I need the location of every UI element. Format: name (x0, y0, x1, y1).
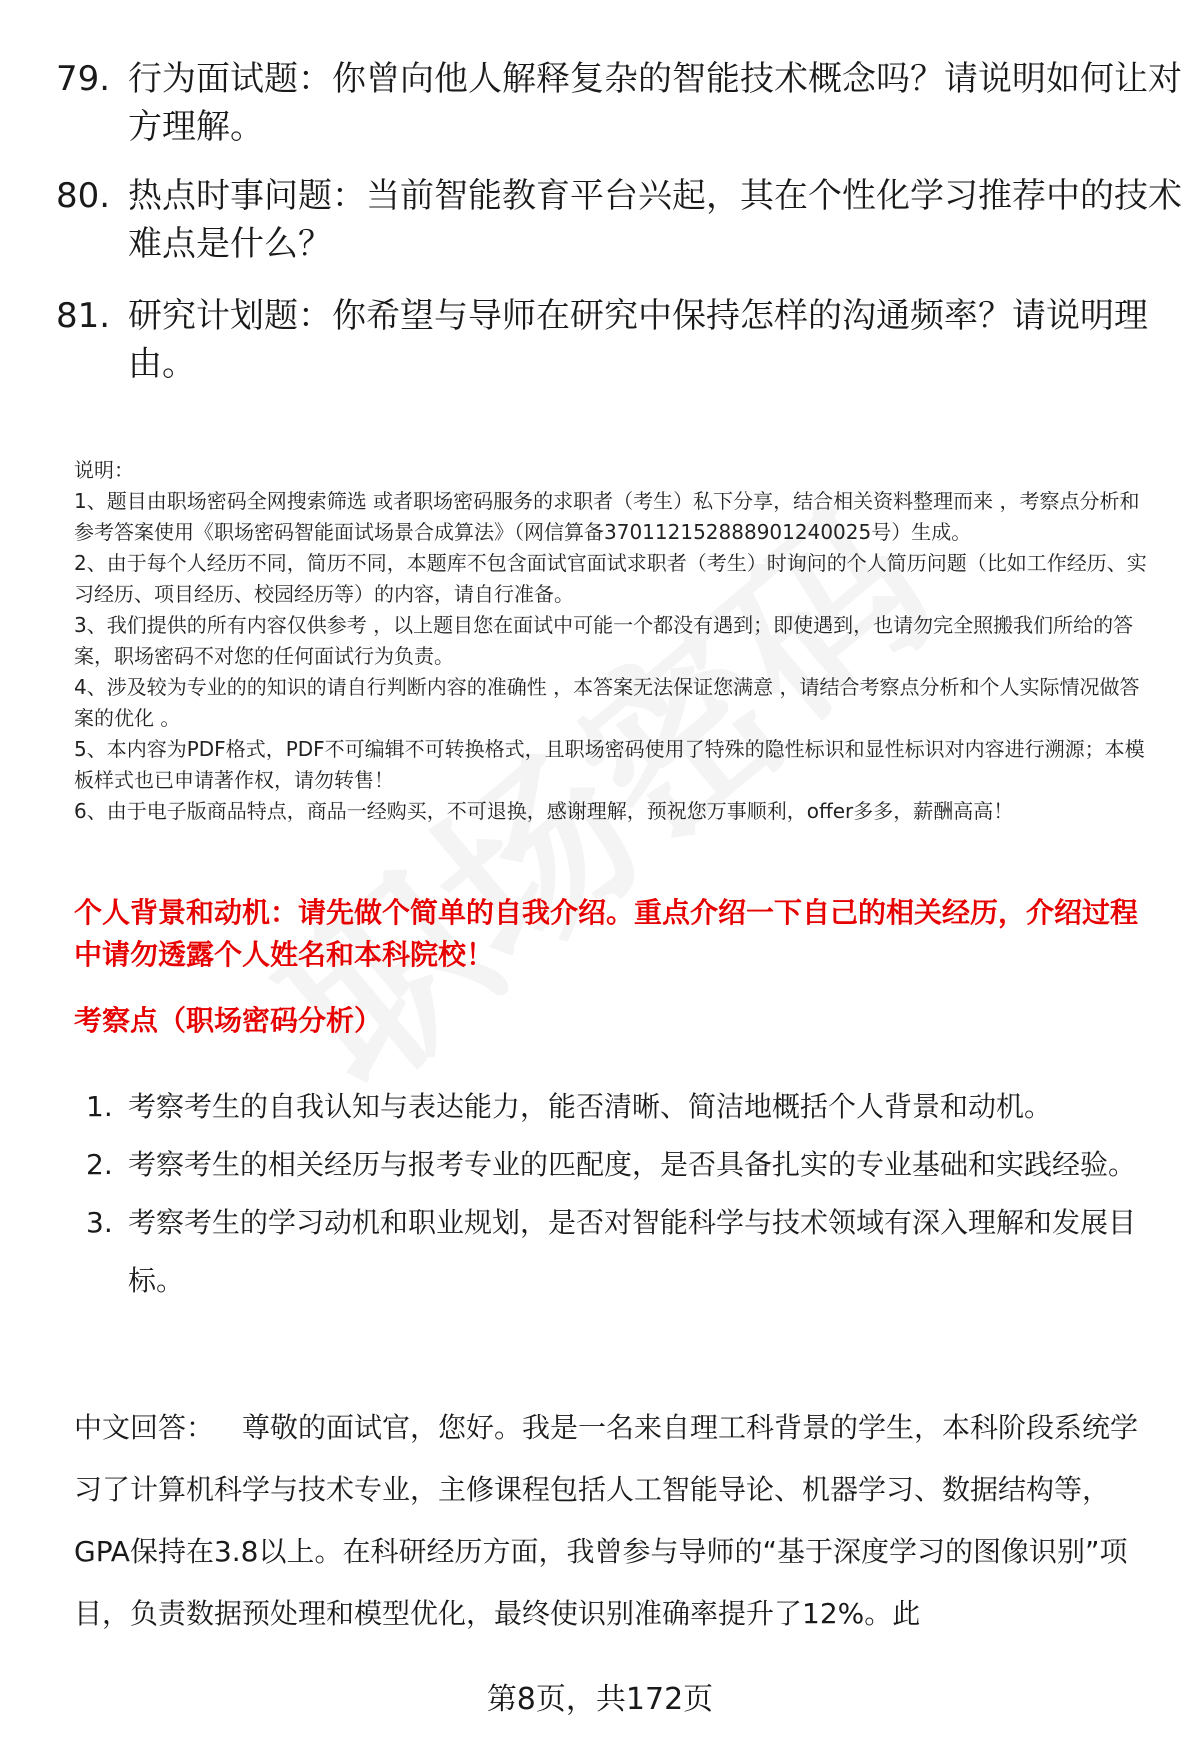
question-text: 热点时事问题：当前智能教育平台兴起，其在个性化学习推荐中的技术难点是什么？ (128, 176, 1182, 264)
answer-text: 尊敬的面试官，您好。我是一名来自理工科背景的学生，本科阶段系统学习了计算机科学与技术专业，主修课程包括人工智能导论、机器学习、数据结构等，GPA保持在3.8以上。在科研经历方面，我曾参与导师的“基于深度学习的图像识别”项目，负责数据预处理和模型优化，最终使识别准确率提升了12%。此 (74, 1411, 1139, 1630)
analysis-heading: 考察点（职场密码分析） (74, 1004, 383, 1037)
note-item: 1、题目由职场密码全网搜索筛选 或者职场密码服务的求职者（考生）私下分享，结合相关资料整理而来 ，考察点分析和参考答案使用《职场密码智能面试场景合成算法》（网信算备370112152888901240025号）生成。 (74, 489, 1140, 544)
main-question-heading: 个人背景和动机：请先做个简单的自我介绍。重点介绍一下自己的相关经历，介绍过程中请勿透露个人姓名和本科院校！ (74, 896, 1139, 971)
list-item-number: 1. (86, 1090, 113, 1123)
page-number: 第8页，共172页 (486, 1682, 714, 1717)
answer-label: 中文回答： (74, 1411, 215, 1444)
list-item (74, 1136, 1154, 1194)
answer-paragraph (74, 1397, 1154, 1645)
notes-title: 说明： (74, 458, 134, 482)
note-item: 5、本内容为PDF格式，PDF不可编辑不可转换格式，且职场密码使用了特殊的隐性标识和显性标识对内容进行溯源；本模板样式也已申请著作权，请勿转售！ (74, 737, 1145, 792)
list-item (74, 1078, 1154, 1136)
note-item: 4、涉及较为专业的的知识的请自行判断内容的准确性 ，本答案无法保证您满意 ，请结合考察点分析和个人实际情况做答案的优化 。 (74, 675, 1140, 730)
list-item-text: 考察考生的相关经历与报考专业的匹配度，是否具备扎实的专业基础和实践经验。 (128, 1148, 1137, 1181)
analysis-points (74, 1078, 1154, 1310)
list-item-number: 3. (86, 1206, 113, 1239)
list-item-number: 2. (86, 1148, 113, 1181)
list-item-text: 考察考生的学习动机和职业规划，是否对智能科学与技术领域有深入理解和发展目标。 (128, 1206, 1137, 1297)
question-number: 80. (56, 176, 111, 216)
note-item: 6、由于电子版商品特点，商品一经购买，不可退换，感谢理解，预祝您万事顺利，offer多多，薪酬高高！ (74, 799, 1014, 823)
question-number: 81. (56, 296, 111, 336)
list-item (74, 1194, 1154, 1310)
list-item-text: 考察考生的自我认知与表达能力，能否清晰、简洁地概括个人背景和动机。 (128, 1090, 1053, 1123)
question-text: 研究计划题：你希望与导师在研究中保持怎样的沟通频率？请说明理由。 (128, 296, 1148, 384)
question-text: 行为面试题：你曾向他人解释复杂的智能技术概念吗？请说明如何让对方理解。 (128, 59, 1182, 147)
notes-section (74, 455, 1154, 827)
question-number: 79. (56, 59, 111, 99)
note-item: 3、我们提供的所有内容仅供参考 ，以上题目您在面试中可能一个都没有遇到；即使遇到，也请勿完全照搬我们所给的答案，职场密码不对您的任何面试行为负责。 (74, 613, 1134, 668)
note-item: 2、由于每个人经历不同，简历不同，本题库不包含面试官面试求职者（考生）时询问的个人简历问题（比如工作经历、实习经历、项目经历、校园经历等）的内容，请自行准备。 (74, 551, 1147, 606)
